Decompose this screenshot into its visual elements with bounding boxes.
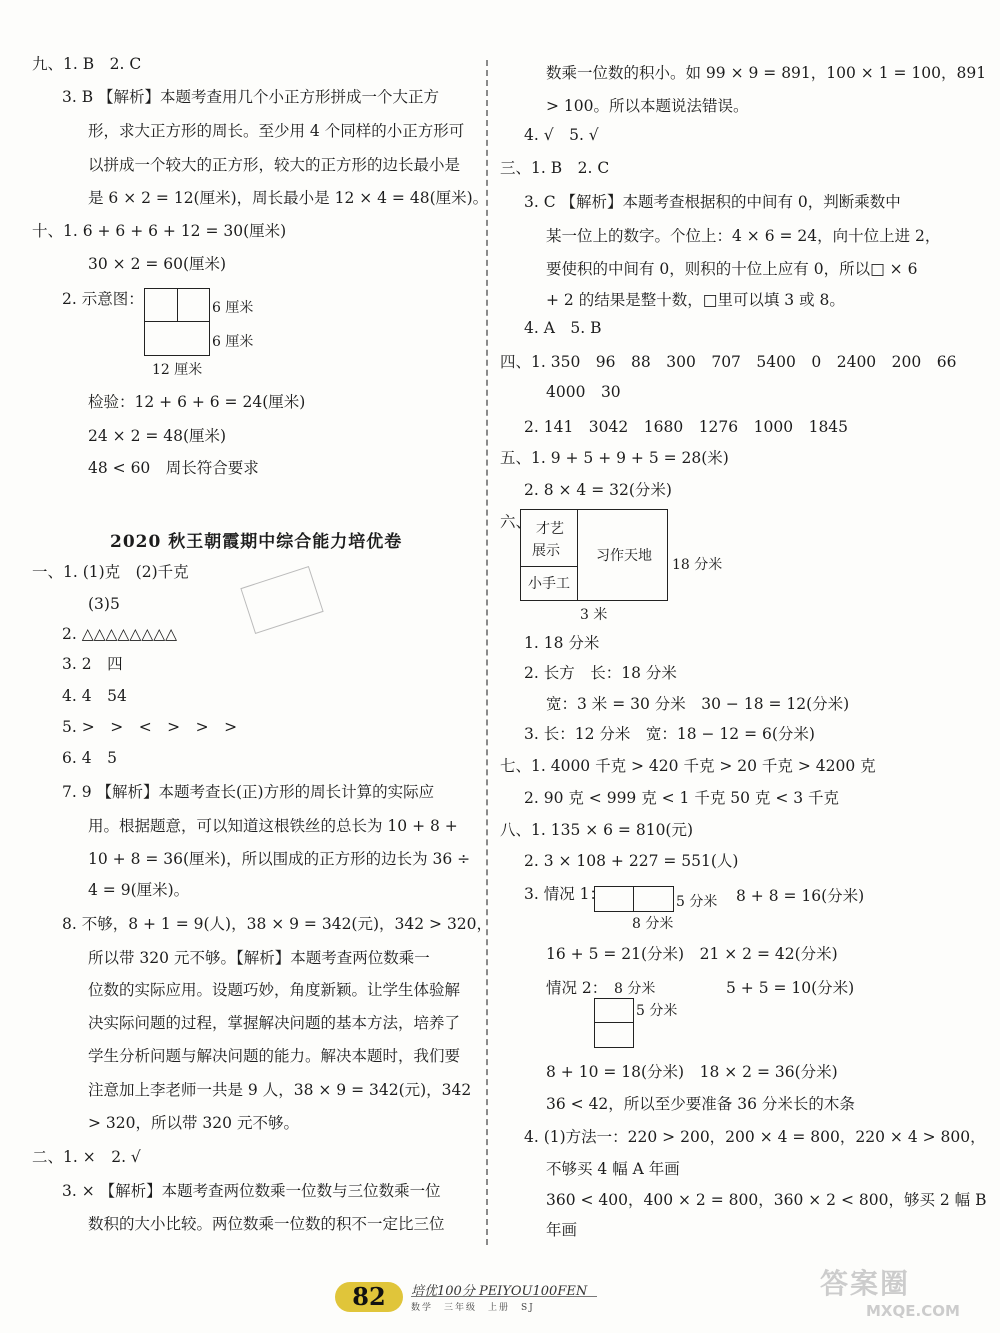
answer-line: (3)5 [88, 595, 120, 613]
answer-line: 数乘一位数的积小。如 99 × 9 = 891，100 × 1 = 100，891 [546, 64, 987, 82]
answer-line: 六、 [500, 513, 532, 531]
answer-line: 以拼成一个较大的正方形，较大的正方形的边长最小是 [88, 156, 461, 174]
answer-line: 3. B 【解析】本题考查用几个小正方形拼成一个大正方 [62, 88, 440, 106]
section-title: 2020 秋王朝霞期中综合能力培优卷 [110, 532, 403, 552]
answer-line: + 2 的结果是整十数，□里可以填 3 或 8。 [546, 291, 845, 309]
figure-label: 3 米 [580, 607, 608, 623]
answer-line: 6. 4 5 [62, 749, 117, 767]
answer-line: > 100。所以本题说法错误。 [546, 97, 749, 115]
answer-line: 4. √ 5. √ [524, 126, 599, 144]
answer-line: 3. 2 四 [62, 655, 123, 673]
figure-label: 8 分米 [614, 981, 656, 997]
answer-line: 4. (1)方法一：220 > 200，200 × 4 = 800，220 × 4 > 800， [524, 1128, 986, 1146]
answer-line: 形，求大正方形的周长。至少用 4 个同样的小正方形可 [88, 122, 465, 140]
answer-line: 7. 9 【解析】本题考查长(正)方形的周长计算的实际应 [62, 783, 435, 801]
figure-label: 小手工 [528, 576, 570, 592]
figure-label: 8 分米 [632, 916, 674, 932]
answer-line: 16 + 5 = 21(分米) 21 × 2 = 42(分米) [546, 945, 838, 963]
figure-label: 6 厘米 [212, 300, 254, 316]
brand-label: 培优100分 PEIYOU100FEN [411, 1284, 588, 1299]
answer-line: 30 × 2 = 60(厘米) [88, 255, 227, 273]
figure-label: 展示 [532, 543, 560, 559]
answer-line: 注意加上李老师一共是 9 人，38 × 9 = 342(元)，342 [88, 1081, 472, 1099]
answer-line: 不够买 4 幅 A 年画 [546, 1160, 680, 1178]
answer-line: 8. 不够，8 + 1 = 9(人)，38 × 9 = 342(元)，342 > 320， [62, 915, 493, 933]
answer-line: 一、1. (1)克 (2)千克 [32, 563, 189, 581]
answer-line: 3. 情况 1： [524, 885, 606, 903]
footer-subtitle: 数学 三年级 上册 SJ [411, 1303, 535, 1313]
figure-label: 5 分米 [636, 1003, 678, 1019]
answer-line: 要使积的中间有 0，则积的十位上应有 0，所以□ × 6 [546, 260, 918, 278]
answer-line: 2. 141 3042 1680 1276 1000 1845 [524, 418, 849, 436]
answer-line: 2. △△△△△△△△ [62, 625, 178, 643]
answer-line: 四、1. 350 96 88 300 707 5400 0 2400 200 66 [500, 353, 957, 371]
answer-line: 2. 8 × 4 = 32(分米) [524, 481, 672, 499]
answer-line: 8 + 8 = 16(分米) [736, 887, 865, 905]
answer-line: 所以带 320 元不够。【解析】本题考查两位数乘一 [88, 949, 430, 967]
rectangle-diagram [144, 288, 210, 356]
figure-label: 5 分米 [676, 894, 718, 910]
answer-line: 八、1. 135 × 6 = 810(元) [500, 821, 694, 839]
answer-line: 360 < 400，400 × 2 = 800，360 × 2 < 800，够买 2 幅 B [546, 1191, 987, 1209]
answer-line: 某一位上的数字。个位上：4 × 6 = 24，向十位上进 2， [546, 227, 941, 245]
figure-label: 18 分米 [672, 557, 723, 573]
answer-line: 8 + 10 = 18(分米) 18 × 2 = 36(分米) [546, 1063, 838, 1081]
answer-line: 五、1. 9 + 5 + 9 + 5 = 28(米) [500, 449, 729, 467]
figure-label: 6 厘米 [212, 334, 254, 350]
answer-line: 3. × 【解析】本题考查两位数乘一位数与三位数乘一位 [62, 1182, 441, 1200]
answer-line: 24 × 2 = 48(厘米) [88, 427, 227, 445]
answer-line: 情况 2： [546, 979, 608, 997]
column-divider [486, 60, 488, 1245]
watermark-url: MXQE.COM [866, 1302, 960, 1320]
answer-line: 2. 示意图： [62, 290, 144, 308]
answer-line: 4000 30 [546, 383, 621, 401]
answer-line: 九、1. B 2. C [32, 55, 142, 73]
answer-line: 4. 4 54 [62, 687, 127, 705]
answer-line: 4 = 9(厘米)。 [88, 881, 190, 899]
answer-line: 学生分析问题与解决问题的能力。解决本题时，我们要 [88, 1047, 461, 1065]
answer-line: 2. 90 克 < 999 克 < 1 千克 50 克 < 3 千克 [524, 789, 840, 807]
answer-line: 36 < 42，所以至少要准备 36 分米长的木条 [546, 1095, 855, 1113]
answer-line: 年画 [546, 1221, 578, 1239]
stamp-mark [240, 566, 323, 634]
footer-rule [411, 1296, 597, 1297]
figure-label: 12 厘米 [152, 362, 203, 378]
answer-line: 位数的实际应用。设题巧妙，角度新颖。让学生体验解 [88, 981, 461, 999]
answer-line: 七、1. 4000 千克 > 420 千克 > 20 千克 > 4200 克 [500, 757, 876, 775]
answer-line: 5 + 5 = 10(分米) [726, 979, 855, 997]
answer-line: 决实际问题的过程，掌握解决问题的基本方法，培养了 [88, 1014, 461, 1032]
page-footer [335, 1278, 665, 1322]
figure-label: 习作天地 [596, 548, 652, 564]
answer-line: 数积的大小比较。两位数乘一位数的积不一定比三位 [88, 1215, 445, 1233]
answer-line: 4. A 5. B [524, 319, 602, 337]
answer-line: 三、1. B 2. C [500, 159, 610, 177]
figure-label: 才艺 [536, 521, 564, 537]
watermark-logo: 答案圈 [820, 1267, 911, 1300]
answer-line: 5. > > < > > > [62, 718, 238, 736]
page-number: 82 [335, 1282, 403, 1312]
answer-line: 3. 长：12 分米 宽：18 − 12 = 6(分米) [524, 725, 815, 743]
answer-line: 10 + 8 = 36(厘米)，所以围成的正方形的边长为 36 ÷ [88, 850, 471, 868]
answer-line: 十、1. 6 + 6 + 6 + 12 = 30(厘米) [32, 222, 287, 240]
answer-line: 2. 长方 长：18 分米 [524, 664, 677, 682]
wood-strip-diagram-2 [594, 998, 634, 1048]
answer-line: 3. C 【解析】本题考查根据积的中间有 0，判断乘数中 [524, 193, 901, 211]
answer-line: 二、1. × 2. √ [32, 1148, 141, 1166]
answer-line: 48 < 60 周长符合要求 [88, 459, 259, 477]
answer-line: 是 6 × 2 = 12(厘米)，周长最小是 12 × 4 = 48(厘米)。 [88, 189, 489, 207]
answer-line: 用。根据题意，可以知道这根铁丝的总长为 10 + 8 + [88, 817, 458, 835]
answer-line: > 320，所以带 320 元不够。 [88, 1114, 299, 1132]
answer-line: 2. 3 × 108 + 227 = 551(人) [524, 852, 739, 870]
wood-strip-diagram-1 [594, 886, 674, 912]
answer-line: 宽：3 米 = 30 分米 30 − 18 = 12(分米) [546, 695, 850, 713]
answer-line: 检验：12 + 6 + 6 = 24(厘米) [88, 393, 306, 411]
answer-line: 1. 18 分米 [524, 634, 600, 652]
